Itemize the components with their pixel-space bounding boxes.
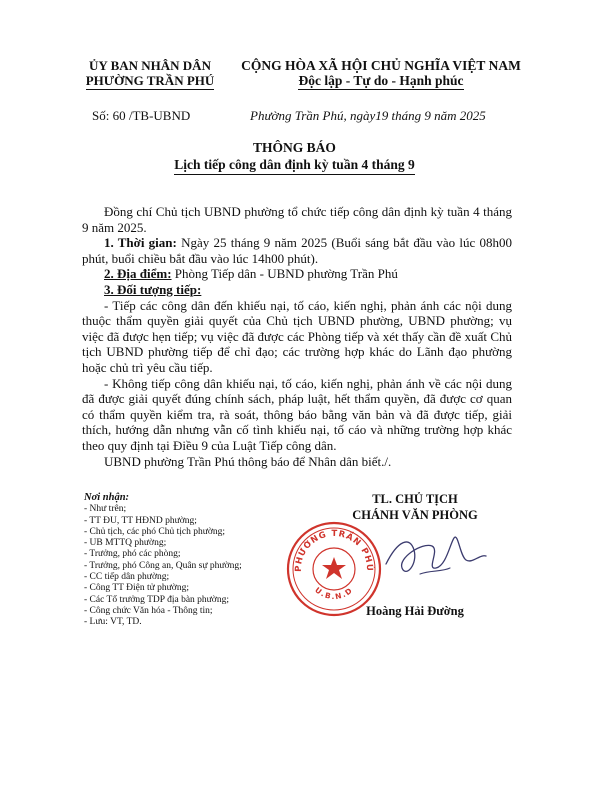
org-line1: ỦY BAN NHÂN DÂN [89,58,211,73]
national-motto [226,58,536,90]
recipient-item: - CC tiếp dân phường; [84,572,170,583]
recipient-item: - Chủ tịch, các phó Chủ tịch phường; [84,526,226,537]
recipient-item: - Công TT Điện tử phường; [84,583,189,594]
recipient-item: - Các Tổ trưởng TDP địa bàn phường; [84,594,229,605]
signer-name: Hoàng Hải Đường [366,604,464,618]
target-paragraph-1: - Tiếp các công dân đến khiếu nại, tố cáo, kiến nghị, phản ánh các nội dung thuộc thẩm quyền giải quyết của Chủ tịch UBND phường, UBND phường; vụ việc đã được hẹn tiếp; vụ việc đã được các Phòng tiếp và xét thấy cần đề xuất Chủ tịch UBND phường tiếp để chỉ đạo; các trường hợp khác do Lãnh đạo phường hoặc chủ trì yêu cầu tiếp. [82,297,512,375]
notice-body [82,204,512,469]
document-date: Phường Trần Phú, ngày19 tháng 9 năm 2025 [250,108,486,123]
issuing-org [60,58,240,90]
place-paragraph [82,266,512,282]
signature-line1: TL. CHỦ TỊCH [372,492,458,506]
document-number: Số: 60 /TB-UBND [92,108,191,123]
seal-bottom-text: U.B.N.D [313,585,355,602]
recipient-item: - Như trên; [84,504,127,515]
time-label: 1. Thời gian: [104,235,177,251]
recipients-title: Nơi nhận: [84,492,130,503]
target-heading [82,282,512,298]
org-line2: PHƯỜNG TRẦN PHÚ [85,73,215,88]
target-label: 3. Đối tượng tiếp: [104,281,202,297]
recipient-item: - Lưu: VT, TD. [84,617,142,628]
recipient-item: - TT ĐU, TT HĐND phường; [84,515,197,526]
place-label: 2. Địa điểm: [104,266,172,282]
title-sub: Lịch tiếp công dân định kỳ tuần 4 tháng 9 [174,156,414,175]
closing-paragraph: UBND phường Trần Phú thông báo để Nhân dân biết./. [104,453,392,469]
nation-line1: CỘNG HÒA XÃ HỘI CHỦ NGHĨA VIỆT NAM [241,58,521,73]
recipient-item: - Trưởng, phó Công an, Quân sự phường; [84,560,242,571]
recipient-item: - Công chức Văn hóa - Thông tin; [84,605,213,616]
target-paragraph-2: - Không tiếp công dân khiếu nại, tố cáo, kiến nghị, phản ánh về các nội dung đã được giải quyết đúng chính sách, pháp luật, hết thẩm quyền, đã được cơ quan có thẩm quyền kiểm tra, rà soát, thông báo bằng văn bản và đã được tiếp, giải thích, hướng dẫn nhưng vẫn cố tình khiếu nại, tố cáo và những trường hợp khác theo quy định tại Điều 9 của Luật Tiếp công dân. [82,375,512,453]
svg-text:U.B.N.D [313,585,355,601]
notice-title [0,139,589,175]
title-main: THÔNG BÁO [253,140,336,155]
seal-top-text: PHƯỜNG TRẦN PHÚ [293,528,375,573]
nation-line2: Độc lập - Tự do - Hạnh phúc [298,73,464,88]
time-paragraph [82,235,512,266]
intro-paragraph: Đồng chí Chủ tịch UBND phường tổ chức tiếp công dân định kỳ tuần 4 tháng 9 năm 2025. [82,204,512,235]
place-text: Phòng Tiếp dân - UBND phường Trần Phú [171,266,398,282]
recipient-item: - Trưởng, phó các phòng; [84,549,181,560]
handwritten-signature-icon [380,520,490,590]
time-text: Ngày 25 tháng 9 năm 2025 (Buổi sáng bắt đầu vào lúc 08h00 phút, buổi chiều bắt đầu vào lúc 14h00 phút). [82,235,512,266]
signature-line2: CHÁNH VĂN PHÒNG [352,508,478,522]
signature-title [330,491,500,523]
recipient-item: - UB MTTQ phường; [84,538,167,549]
